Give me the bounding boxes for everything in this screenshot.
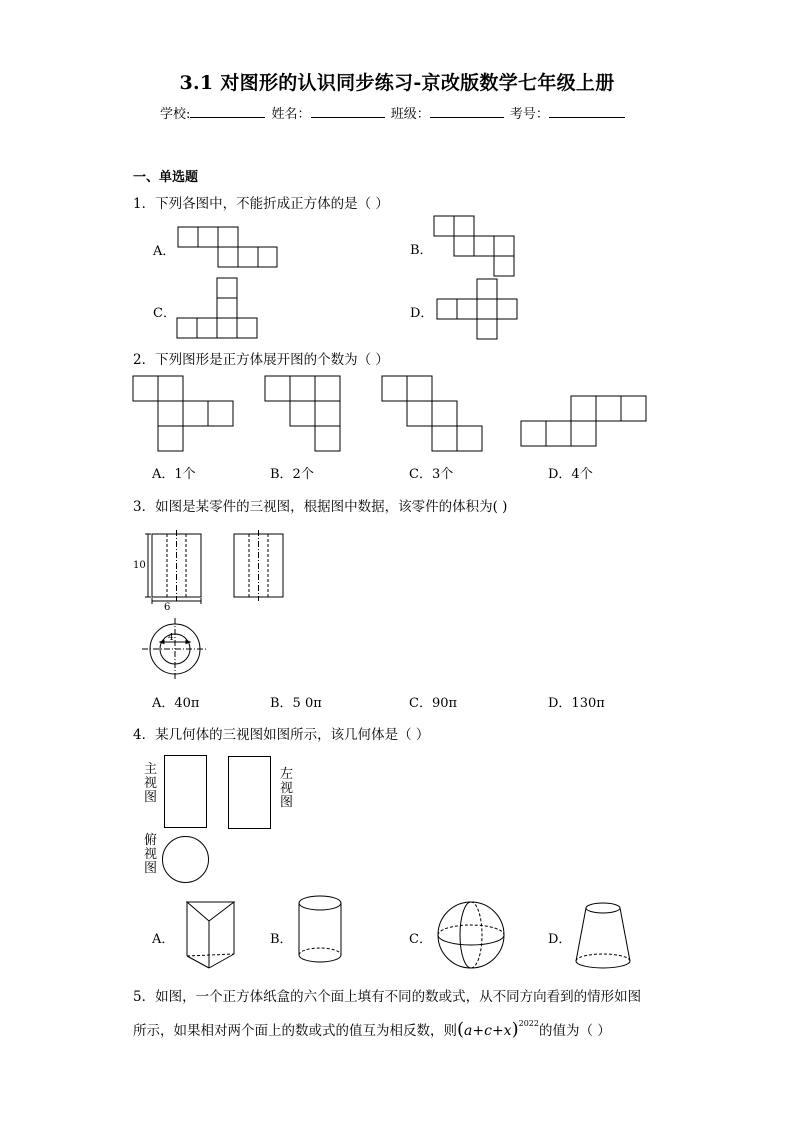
q2-option-c[interactable]: C．3个 [409,467,454,482]
q3-inner-dimension: 4 [168,633,174,643]
q3-front-view [130,530,210,613]
q3-option-d[interactable]: D．130π [548,696,605,711]
q1-net-c [177,278,259,339]
q1-net-b [434,216,516,277]
page-title: 3.1 对图形的认识同步练习-京改版数学七年级上册 [179,72,615,94]
q4-option-a[interactable]: A． [152,932,175,947]
q5-expression-exponent: 2022 [518,1019,539,1029]
school-label: 学校: [160,107,191,122]
q4-front-view [164,755,209,830]
name-blank[interactable] [311,105,385,118]
student-info-line [160,103,627,122]
q4-option-b[interactable]: B． [270,932,293,947]
q3-option-c[interactable]: C．90π [409,696,458,711]
q2-net-3 [382,376,485,453]
q3-option-b[interactable]: B．5 0π [270,696,322,711]
q4-option-d[interactable]: D． [548,932,572,947]
question-2-text: 2．下列图形是正方体展开图的个数为（ ） [133,352,389,368]
q1-net-a [178,227,278,268]
q5-text-prefix: 所示，如果相对两个面上的数或式的值互为相反数，则 [133,1023,457,1039]
q3-side-view [226,530,286,610]
q4-option-c[interactable]: C． [409,932,432,947]
name-label: 姓名： [271,107,311,122]
q1-net-d [437,279,519,340]
q3-top-view [138,618,210,680]
q4-frustum-figure [573,898,635,973]
school-blank[interactable] [190,105,265,118]
q1-option-d[interactable]: D． [410,306,434,321]
q4-sphere-figure [434,898,509,973]
question-4-text: 4．某几何体的三视图如图所示，该几何体是（ ） [133,727,430,743]
q1-option-b[interactable]: B． [410,243,433,258]
q3-option-a[interactable]: A．40π [152,696,200,711]
q4-top-view-label: 俯视图 [144,833,158,876]
section-heading: 一、单选题 [133,170,199,185]
exam-number-blank[interactable] [549,105,625,118]
q4-left-view-label: 左视图 [280,767,294,810]
q4-front-view-label: 主视图 [144,762,158,805]
q1-option-c[interactable]: C． [153,306,176,321]
q5-expression-base: a+c+x [464,1023,512,1039]
q3-height-dimension: 10 [133,560,146,571]
q2-net-1 [133,376,236,453]
q2-net-2 [265,376,343,453]
question-5-text-line-2 [133,1019,611,1040]
question-5-text-line-1: 5．如图，一个正方体纸盒的六个面上填有不同的数或式，从不同方向看到的情形如图 [133,989,642,1005]
q5-expression: $(a+c+x)^{2022}$ [457,1019,539,1040]
question-1-text: 1．下列各图中，不能折成正方体的是（ ） [133,196,389,212]
q4-prism-figure [182,898,238,972]
exam-number-label: 考号： [509,107,549,122]
class-blank[interactable] [430,105,504,118]
q2-option-d[interactable]: D．4个 [548,467,593,482]
q2-option-a[interactable]: A．1个 [152,467,196,482]
q4-top-view [162,836,212,886]
q3-width-dimension: 6 [164,602,171,613]
q4-left-view [228,756,273,831]
q4-cylinder-figure [296,893,346,968]
q5-text-suffix: 的值为（ ） [538,1023,611,1039]
q2-option-b[interactable]: B．2个 [270,467,314,482]
class-label: 班级： [390,107,430,122]
q1-option-a[interactable]: A． [153,244,176,259]
q2-net-4 [521,396,649,448]
question-3-text: 3．如图是某零件的三视图，根据图中数据，该零件的体积为( ) [133,499,508,515]
